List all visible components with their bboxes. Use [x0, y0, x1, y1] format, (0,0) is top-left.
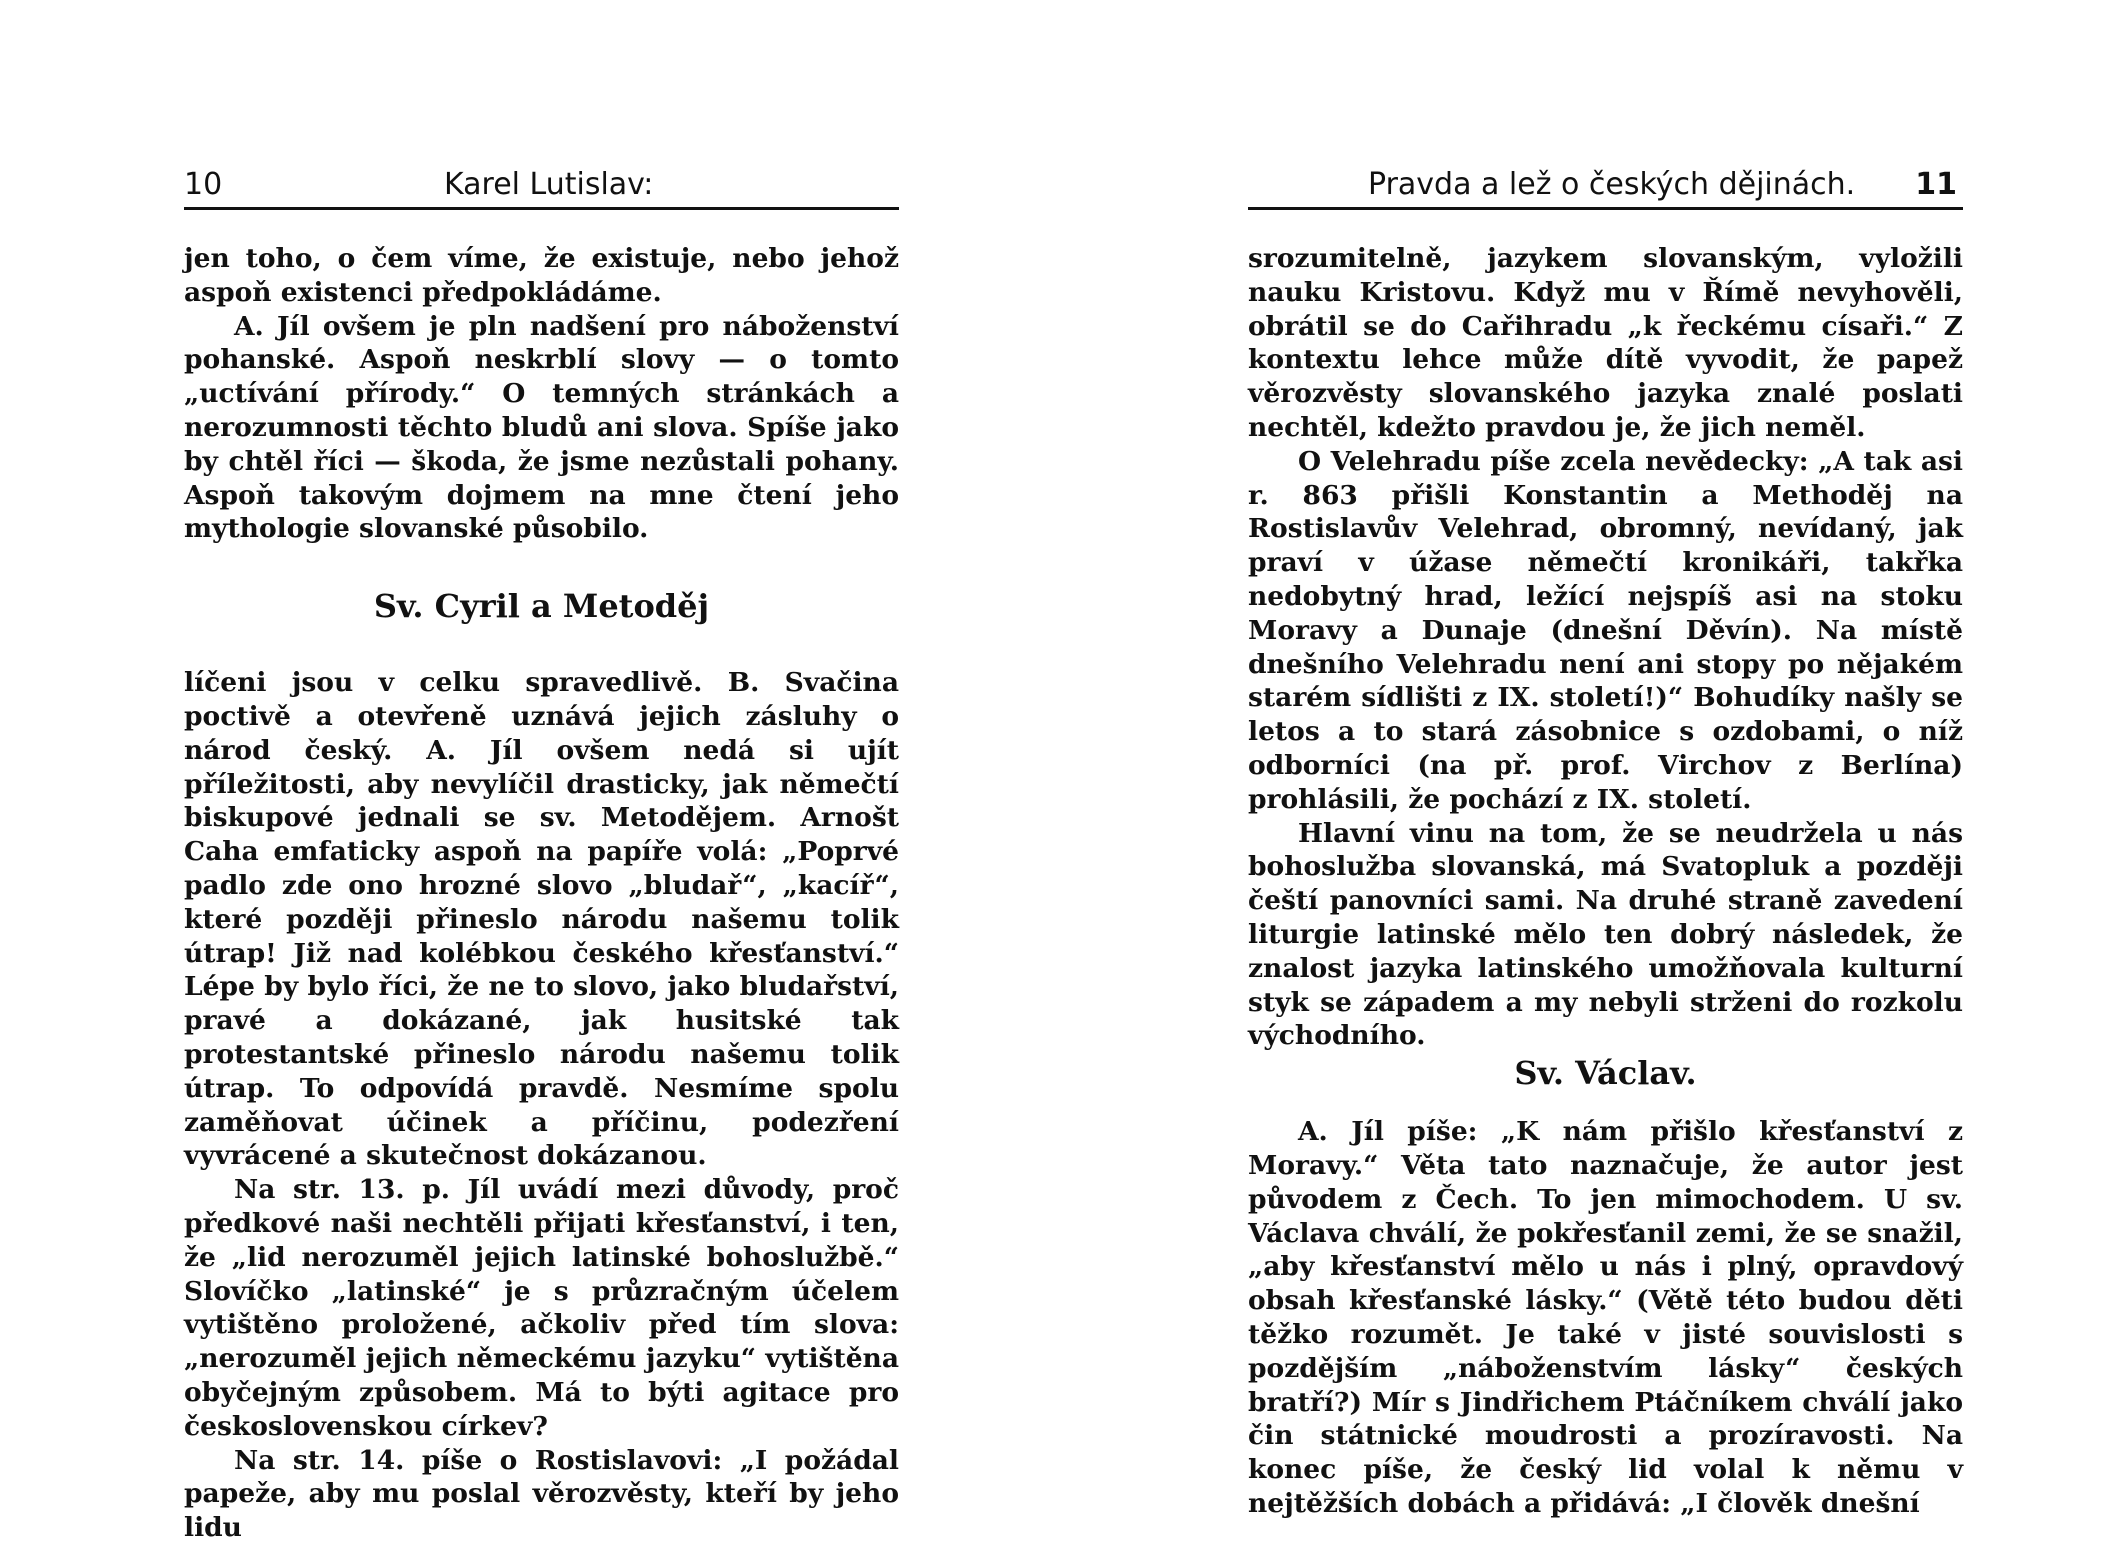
right-page-header: [1248, 162, 1963, 208]
paragraph: Hlavní vinu na tom, že se neudržela u nás bohoslužba slovanská, má Svatopluk a později čeští panovníci sami. Na druhé straně zavedení liturgie latinské mělo ten dobrý následek, že znalost jazyka latinského umožňovala kulturní styk se západem a my nebyli strženi do rozkolu východního.: [1248, 817, 1963, 1052]
left-page-body: [184, 242, 899, 1545]
section-heading: Sv. Václav.: [1514, 1054, 1697, 1093]
paragraph: A. Jíl píše: „K nám přišlo křesťanství z Moravy.“ Věta tato naznačuje, že autor jest původem z Čech. To jen mimochodem. U sv. Václava chválí, že pokřesťanil zemi, že se snažil, „aby křesťanství mělo u nás i plný, opravdový obsah křesťanské lásky.“ (Větě této budou děti těžko rozumět. Je také v jisté souvislosti s pozdějším „náboženstvím lásky“ českých bratří?) Mír s Jindřichem Ptáčníkem chválí jako čin státnické moudrosti a prozíravosti. Na konec píše, že český lid volal k němu v nejtěžších dobách a přidává: „I člověk dnešní: [1248, 1116, 1963, 1519]
paragraph: líčeni jsou v celku spravedlivě. B. Svačina poctivě a otevřeně uznává jejich zásluhy o národ český. A. Jíl ovšem nedá si ujít příležitosti, aby nevylíčil drasticky, jak němečtí biskupové jednali se sv. Metodějem. Arnošt Caha emfaticky aspoň na papíře volá: „Poprvé padlo zde ono hrozné slovo „bludař“, „kacíř“, které později přineslo národu našemu tolik útrap! Již nad kolébkou českého křesťanství.“ Lépe by bylo říci, že ne to slovo, jako bludařství, pravé a dokázané, jak husitské tak protestantské přineslo národu našemu tolik útrap. To odpovídá pravdě. Nesmíme spolu zaměňovat účinek a příčinu, podezření vyvrácené a skutečnost dokázanou.: [184, 667, 899, 1172]
paragraph: O Velehradu píše zcela nevědecky: „A tak asi r. 863 přišli Konstantin a Methoděj na Rostislavův Velehrad, obromný, nevídaný, jak praví v úžase němečtí kronikáři, takřka nedobytný hrad, ležící nejspíš asi na stoku Moravy a Dunaje (dnešní Děvín). Na místě dnešního Velehradu není ani stopy po nějakém starém sídlišti z IX. století!)“ Bohudíky našly se letos a to stará zásobnice s ozdobami, o níž odborníci (na př. prof. Virchov z Berlína) prohlásili, že pochází z IX. století.: [1248, 445, 1963, 815]
right-page-body: [1248, 242, 1963, 1521]
paragraph: A. Jíl ovšem je pln nadšení pro náboženství pohanské. Aspoň neskrblí slovy — o tomto „uctívání přírody.“ O temných stránkách a nerozumnosti těchto bludů ani slova. Spíše jako by chtěl říci — škoda, že jsme nezůstali pohany. Aspoň takovým dojmem na mne čtení jeho mythologie slovanské působilo.: [184, 310, 899, 545]
paragraph: srozumitelně, jazykem slovanským, vyložili nauku Kristovu. Když mu v Římě nevyhověli, obrátil se do Cařihradu „k řeckému císaři.“ Z kontextu lehce může dítě vyvodit, že papež věrozvěsty slovanského jazyka znalé poslati nechtěl, kdežto pravdou je, že jich neměl.: [1248, 243, 1963, 443]
header-rule: [1248, 207, 1963, 210]
running-head: Karel Lutislav:: [444, 167, 654, 202]
page-number: 10: [184, 167, 223, 202]
left-page-header: [184, 162, 899, 208]
paragraph: jen toho, o čem víme, že existuje, nebo jehož aspoň existenci předpokládáme.: [184, 243, 899, 308]
section-heading: Sv. Cyril a Metoděj: [373, 587, 710, 626]
paragraph: Na str. 14. píše o Rostislavovi: „I požádal papeže, aby mu poslal věrozvěsty, kteří by jeho lidu: [184, 1444, 899, 1544]
page-number: 11: [1915, 167, 1957, 202]
running-head: Pravda a lež o českých dějinách.: [1368, 167, 1856, 202]
right-page: [1248, 0, 1963, 1519]
header-rule: [184, 207, 899, 210]
paragraph: Na str. 13. p. Jíl uvádí mezi důvody, proč předkové naši nechtěli přijati křesťanství, i ten, že „lid nerozuměl jejich latinské bohoslužbě.“ Slovíčko „latinské“ je s průzračným účelem vytištěno proložené, ačkoliv před tím slova: „nerozuměl jejich německému jazyku“ vytištěna obyčejným způsobem. Má to býti agitace pro československou církev?: [184, 1174, 899, 1442]
left-page: [184, 0, 899, 1544]
